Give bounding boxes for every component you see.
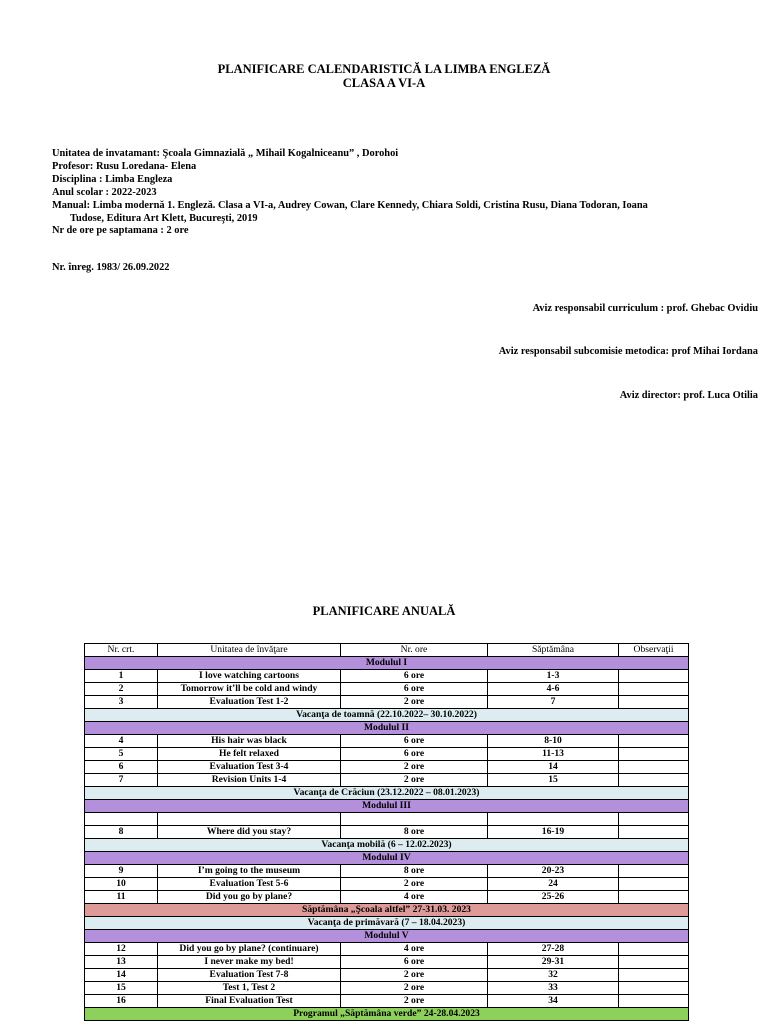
cell-unit: I’m going to the museum [158, 865, 341, 878]
cell-observations [619, 865, 689, 878]
cell-hours [341, 813, 488, 826]
module-row [85, 852, 689, 865]
cell-nr: 4 [85, 735, 158, 748]
table-row [85, 813, 689, 826]
cell-observations [619, 683, 689, 696]
cell-hours: 4 ore [341, 943, 488, 956]
cell-week: 33 [488, 982, 619, 995]
table-row [85, 865, 689, 878]
cell-observations [619, 956, 689, 969]
cell-week: 7 [488, 696, 619, 709]
cell-nr: 6 [85, 761, 158, 774]
cell-week: 15 [488, 774, 619, 787]
header-unit: Unitatea de învăţare [158, 644, 341, 657]
cell-hours: 2 ore [341, 878, 488, 891]
table-row [85, 956, 689, 969]
cell-week: 8-10 [488, 735, 619, 748]
cell-unit: I never make my bed! [158, 956, 341, 969]
header-observations: Observaţii [619, 644, 689, 657]
cell-hours: 6 ore [341, 683, 488, 696]
cell-observations [619, 995, 689, 1008]
table-row [85, 696, 689, 709]
band-label: Modulul IV [85, 852, 689, 865]
cell-week: 20-23 [488, 865, 619, 878]
cell-unit: Tomorrow it’ll be cold and windy [158, 683, 341, 696]
module-row [85, 722, 689, 735]
cell-unit: Evaluation Test 3-4 [158, 761, 341, 774]
cell-nr: 8 [85, 826, 158, 839]
cell-unit: Evaluation Test 5-6 [158, 878, 341, 891]
table-row [85, 735, 689, 748]
approval-director: Aviz director: prof. Luca Otilia [619, 390, 758, 401]
table-row [85, 683, 689, 696]
manual-line-continued: Tudose, Editura Art Klett, Bucureşti, 2019 [70, 212, 258, 224]
cell-nr: 10 [85, 878, 158, 891]
cell-hours: 2 ore [341, 761, 488, 774]
cell-week: 4-6 [488, 683, 619, 696]
band-label: Modulul V [85, 930, 689, 943]
band-label: Programul „Săptămâna verde” 24-28.04.2023 [85, 1008, 689, 1021]
cell-nr: 9 [85, 865, 158, 878]
module-row [85, 930, 689, 943]
document-subtitle: CLASA A VI-A [342, 76, 426, 90]
table-row [85, 943, 689, 956]
cell-observations [619, 826, 689, 839]
cell-nr: 12 [85, 943, 158, 956]
table-row [85, 891, 689, 904]
module-row [85, 657, 689, 670]
table-row [85, 826, 689, 839]
planning-table [84, 643, 689, 1021]
cell-observations [619, 943, 689, 956]
cell-hours: 8 ore [341, 865, 488, 878]
cell-observations [619, 813, 689, 826]
table-row [85, 774, 689, 787]
registration-number: Nr. înreg. 1983/ 26.09.2022 [52, 262, 170, 273]
header-nr-crt: Nr. crt. [85, 644, 158, 657]
cell-observations [619, 761, 689, 774]
cell-week: 32 [488, 969, 619, 982]
vacation-row [85, 1008, 689, 1021]
cell-hours: 6 ore [341, 735, 488, 748]
cell-week [488, 813, 619, 826]
cell-unit [158, 813, 341, 826]
cell-hours: 6 ore [341, 670, 488, 683]
school-year-line: Anul scolar : 2022-2023 [52, 186, 157, 198]
cell-nr: 1 [85, 670, 158, 683]
cell-week: 29-31 [488, 956, 619, 969]
cell-hours: 2 ore [341, 982, 488, 995]
approval-subcommission: Aviz responsabil subcomisie metodica: prof Mihai Iordana [498, 346, 758, 357]
cell-nr: 15 [85, 982, 158, 995]
vacation-row [85, 904, 689, 917]
band-label: Modulul III [85, 800, 689, 813]
cell-week: 24 [488, 878, 619, 891]
header-week: Săptămâna [488, 644, 619, 657]
cell-observations [619, 878, 689, 891]
band-label: Săptămâna „Şcoala altfel” 27-31.03. 2023 [85, 904, 689, 917]
cell-hours: 2 ore [341, 774, 488, 787]
cell-unit: Where did you stay? [158, 826, 341, 839]
cell-week: 1-3 [488, 670, 619, 683]
annual-planning-title: PLANIFICARE ANUALĂ [312, 604, 456, 618]
cell-week: 34 [488, 995, 619, 1008]
cell-nr: 3 [85, 696, 158, 709]
teacher-line: Profesor: Rusu Loredana- Elena [52, 160, 197, 172]
cell-unit: Final Evaluation Test [158, 995, 341, 1008]
cell-week: 25-26 [488, 891, 619, 904]
cell-hours: 4 ore [341, 891, 488, 904]
cell-unit: Did you go by plane? [158, 891, 341, 904]
cell-unit: Test 1, Test 2 [158, 982, 341, 995]
cell-nr: 14 [85, 969, 158, 982]
cell-nr: 5 [85, 748, 158, 761]
cell-unit: I love watching cartoons [158, 670, 341, 683]
cell-week: 27-28 [488, 943, 619, 956]
subject-line: Disciplina : Limba Engleza [52, 173, 173, 185]
cell-nr: 16 [85, 995, 158, 1008]
table-row [85, 670, 689, 683]
cell-nr [85, 813, 158, 826]
band-label: Vacanţa de toamnă (22.10.2022– 30.10.2022) [85, 709, 689, 722]
cell-nr: 13 [85, 956, 158, 969]
band-label: Vacanţa de Crăciun (23.12.2022 – 08.01.2023) [85, 787, 689, 800]
table-header-row [85, 644, 689, 657]
cell-unit: Evaluation Test 1-2 [158, 696, 341, 709]
cell-observations [619, 982, 689, 995]
info-block [52, 148, 712, 238]
cell-week: 11-13 [488, 748, 619, 761]
cell-observations [619, 735, 689, 748]
table-row [85, 761, 689, 774]
vacation-row [85, 917, 689, 930]
cell-week: 14 [488, 761, 619, 774]
cell-unit: Did you go by plane? (continuare) [158, 943, 341, 956]
vacation-row [85, 709, 689, 722]
table-row [85, 748, 689, 761]
approval-curriculum: Aviz responsabil curriculum : prof. Ghebac Ovidiu [532, 303, 758, 314]
band-label: Modulul I [85, 657, 689, 670]
cell-unit: Evaluation Test 7-8 [158, 969, 341, 982]
module-row [85, 800, 689, 813]
cell-unit: His hair was black [158, 735, 341, 748]
cell-hours: 2 ore [341, 969, 488, 982]
manual-line: Manual: Limba modernă 1. Engleză. Clasa a VI-a, Audrey Cowan, Clare Kennedy, Chiara Soldi, Cristina Rusu, Diana Todoran, Ioana [52, 199, 648, 211]
header-hours: Nr. ore [341, 644, 488, 657]
band-label: Modulul II [85, 722, 689, 735]
cell-observations [619, 670, 689, 683]
band-label: Vacanţa de primăvară (7 – 18.04.2023) [85, 917, 689, 930]
cell-nr: 2 [85, 683, 158, 696]
table-row [85, 878, 689, 891]
cell-hours: 8 ore [341, 826, 488, 839]
cell-observations [619, 891, 689, 904]
cell-observations [619, 748, 689, 761]
band-label: Vacanţa mobilă (6 – 12.02.2023) [85, 839, 689, 852]
cell-observations [619, 774, 689, 787]
cell-week: 16-19 [488, 826, 619, 839]
table-row [85, 995, 689, 1008]
hours-per-week-line: Nr de ore pe saptamana : 2 ore [52, 225, 189, 237]
cell-nr: 7 [85, 774, 158, 787]
cell-hours: 2 ore [341, 696, 488, 709]
document-title: PLANIFICARE CALENDARISTICĂ LA LIMBA ENGLEZĂ [217, 62, 551, 76]
cell-hours: 6 ore [341, 956, 488, 969]
vacation-row [85, 839, 689, 852]
vacation-row [85, 787, 689, 800]
cell-hours: 6 ore [341, 748, 488, 761]
cell-unit: He felt relaxed [158, 748, 341, 761]
cell-hours: 2 ore [341, 995, 488, 1008]
school-line: Unitatea de invatamant: Şcoala Gimnazială „ Mihail Kogalniceanu” , Dorohoi [52, 148, 399, 159]
cell-observations [619, 969, 689, 982]
cell-nr: 11 [85, 891, 158, 904]
table-row [85, 969, 689, 982]
table-row [85, 982, 689, 995]
cell-unit: Revision Units 1-4 [158, 774, 341, 787]
cell-observations [619, 696, 689, 709]
